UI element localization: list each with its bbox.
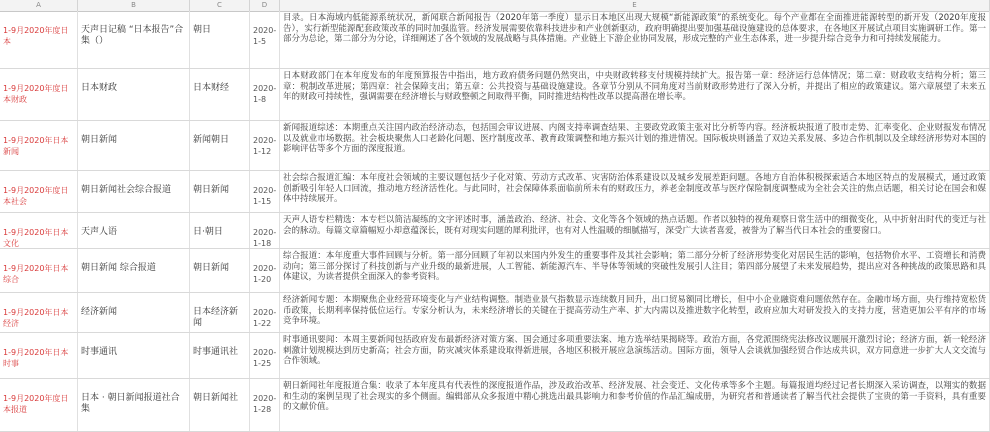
cell-date[interactable]: 2020-1-25 <box>250 333 280 378</box>
cell-title[interactable]: 朝日新闻 <box>78 121 190 170</box>
table-row[interactable] <box>0 171 990 213</box>
cell-date[interactable]: 2020-1-22 <box>250 293 280 332</box>
cell-id[interactable]: 1-9月2020年日本新闻 <box>0 121 78 170</box>
cell-id[interactable]: 1-9月2020年日本文化 <box>0 213 78 248</box>
cell-source[interactable]: 朝日新闻 <box>190 249 250 292</box>
cell-date[interactable]: 2020-1-18 <box>250 213 280 248</box>
cell-title[interactable]: 朝日新闻 综合报道 <box>78 249 190 292</box>
cell-content[interactable]: 目录。日本海域内低能源系统状况，新闻联合新闻报告（2020年第一季度）显示日本地区出现大规模“新能源政策”的系统变化。每个产业都在全面推进能源转型的新开发（2020年度报告），实行新型能源配套政策改革的同时加强监管。经济发展需要依靠科技进步和产业创新驱动，政府明确提出要加强基础设施建设的总体要求，在各地区开展试点项目实施调研工作。第一部分为总论，第二部分为分论，详细阐述了各个领域的发展战略与具体措施。产业链上下游企业协同发展，形成完整的产业生态体系，进一步提升综合竞争力和可持续发展能力。 <box>280 11 990 68</box>
cell-date[interactable]: 2020-1-15 <box>250 171 280 212</box>
cell-content[interactable]: 经济新闻专题：本期聚焦企业经营环境变化与产业结构调整。制造业景气指数显示连续数月回升，出口贸易额同比增长，但中小企业融资难问题依然存在。金融市场方面，央行维持宽松货币政策，长期利率保持低位运行。专家分析认为，未来经济增长的关键在于提高劳动生产率、扩大内需以及推进数字化转型，政府应加大对研发投入的支持力度，营造更加公平有序的市场竞争环境。 <box>280 293 990 332</box>
cell-id[interactable]: 1-9月2020年度日本 <box>0 11 78 68</box>
table-row[interactable] <box>0 69 990 121</box>
cell-title[interactable]: 朝日新闻社会综合报道 <box>78 171 190 212</box>
cell-id[interactable]: 1-9月2020年日本时事 <box>0 333 78 378</box>
cell-id[interactable]: 1-9月2020年度日本社会 <box>0 171 78 212</box>
cell-date[interactable]: 2020-1-8 <box>250 69 280 120</box>
table-row[interactable] <box>0 121 990 171</box>
cell-date[interactable]: 2020-1-12 <box>250 121 280 170</box>
cell-date[interactable]: 2020-1-20 <box>250 249 280 292</box>
column-header-a[interactable]: A <box>0 0 78 11</box>
column-header-b[interactable]: B <box>78 0 190 11</box>
cell-id[interactable]: 1-9月2020年日本经济 <box>0 293 78 332</box>
cell-source[interactable]: 时事通讯社 <box>190 333 250 378</box>
table-body <box>0 11 990 432</box>
cell-title[interactable]: 经济新闻 <box>78 293 190 332</box>
cell-source[interactable]: 新闻朝日 <box>190 121 250 170</box>
column-header-d[interactable]: D <box>250 0 280 11</box>
cell-content[interactable]: 新闻报道综述：本期重点关注国内政治经济动态，包括国会审议进展、内阁支持率调查结果、主要政党政策主张对比分析等内容。经济板块报道了股市走势、汇率变化、企业财报发布情况以及就业市场数据。社会板块聚焦人口老龄化问题、医疗制度改革、教育政策调整和地方振兴计划的推进情况。国际板块则涵盖了双边关系发展、多边合作机制以及全球经济形势对本国的影响评估等多个方面的深度报道。 <box>280 121 990 170</box>
cell-id[interactable]: 1-9月2020年日本综合 <box>0 249 78 292</box>
table-row[interactable] <box>0 293 990 333</box>
cell-title[interactable]: 时事通讯 <box>78 333 190 378</box>
table-row[interactable] <box>0 213 990 249</box>
cell-source[interactable]: 朝日新闻社 <box>190 379 250 431</box>
cell-content[interactable]: 综合报道：本年度重大事件回顾与分析。第一部分回顾了年初以来国内外发生的重要事件及其社会影响；第二部分分析了经济形势变化对居民生活的影响，包括物价水平、工资增长和消费动向；第三部分探讨了科技创新与产业升级的最新进展，人工智能、新能源汽车、半导体等领域的突破性发展引人注目；第四部分展望了未来发展趋势，提出应对各种挑战的政策思路和具体建议，为读者提供全面深入的参考资料。 <box>280 249 990 292</box>
cell-content[interactable]: 日本财政部门在本年度发布的年度预算报告中指出，地方政府债务问题仍然突出，中央财政转移支付规模持续扩大。报告第一章：经济运行总体情况；第二章：财政收支结构分析；第三章：税制改革进展；第四章：社会保障支出；第五章：公共投资与基础设施建设。各章节分别从不同角度对当前财政形势进行了深入分析，并提出了相应的政策建议。第六章展望了未来五年的财政可持续性，强调需要在经济增长与财政整顿之间取得平衡，同时推进结构性改革以提高潜在增长率。 <box>280 69 990 120</box>
cell-title[interactable]: 天声日记稿 “日本报告”合集（） <box>78 11 190 68</box>
cell-source[interactable]: 日·朝日 <box>190 213 250 248</box>
cell-title[interactable]: 日本 · 朝日新闻报道社合集 <box>78 379 190 431</box>
cell-title[interactable]: 天声人语 <box>78 213 190 248</box>
cell-source[interactable]: 日本财经 <box>190 69 250 120</box>
cell-source[interactable]: 朝日新闻 <box>190 171 250 212</box>
table-row[interactable] <box>0 11 990 69</box>
cell-source[interactable]: 日本经济新闻 <box>190 293 250 332</box>
cell-id[interactable]: 1-9月2020年度日本报道 <box>0 379 78 431</box>
table-row[interactable] <box>0 379 990 432</box>
cell-content[interactable]: 社会综合报道汇编：本年度社会领域的主要议题包括少子化对策、劳动方式改革、灾害防治体系建设以及城乡发展差距问题。各地方自治体积极探索适合本地区特点的发展模式，通过政策创新吸引年轻人口回流，推动地方经济活性化。与此同时，社会保障体系面临前所未有的财政压力，养老金制度改革与医疗保险制度调整成为全社会关注的焦点话题，相关讨论在国会和媒体中持续展开。 <box>280 171 990 212</box>
column-header-c[interactable]: C <box>190 0 250 11</box>
cell-content[interactable]: 时事通讯要闻：本周主要新闻包括政府发布最新经济对策方案、国会通过多项重要法案、地方选举结果揭晓等。政治方面，各党派围绕宪法修改议题展开激烈讨论；经济方面，新一轮经济刺激计划规模达到历史新高；社会方面，防灾减灾体系建设取得新进展，各地区积极开展应急演练活动。国际方面，领导人会谈就加强经贸合作达成共识，双方同意进一步扩大人文交流与合作领域。 <box>280 333 990 378</box>
cell-date[interactable]: 2020-1-28 <box>250 379 280 431</box>
column-header-e[interactable]: E <box>280 0 990 11</box>
cell-id[interactable]: 1-9月2020年度日本财政 <box>0 69 78 120</box>
table-row[interactable] <box>0 249 990 293</box>
cell-source[interactable]: 朝日 <box>190 11 250 68</box>
cell-date[interactable]: 2020-1-5 <box>250 11 280 68</box>
table-row[interactable] <box>0 333 990 379</box>
cell-content[interactable]: 天声人语专栏精选：本专栏以简洁凝练的文字评述时事，涵盖政治、经济、社会、文化等各个领域的热点话题。作者以独特的视角观察日常生活中的细微变化，从中折射出时代的变迁与社会的脉动。每篇文章篇幅短小却意蕴深长，既有对现实问题的犀利批评，也有对人性温暖的细腻描写，深受广大读者喜爱，被誉为了解当代日本社会的重要窗口。 <box>280 213 990 248</box>
cell-content[interactable]: 朝日新闻社年度报道合集：收录了本年度具有代表性的深度报道作品，涉及政治改革、经济发展、社会变迁、文化传承等多个主题。每篇报道均经过记者长期深入采访调查，以翔实的数据和生动的案例呈现了社会现实的多个侧面。编辑部从众多报道中精心挑选出最具影响力和参考价值的作品汇编成册，为研究者和普通读者了解当代社会提供了宝贵的第一手资料，具有重要的文献价值。 <box>280 379 990 431</box>
cell-title[interactable]: 日本财政 <box>78 69 190 120</box>
